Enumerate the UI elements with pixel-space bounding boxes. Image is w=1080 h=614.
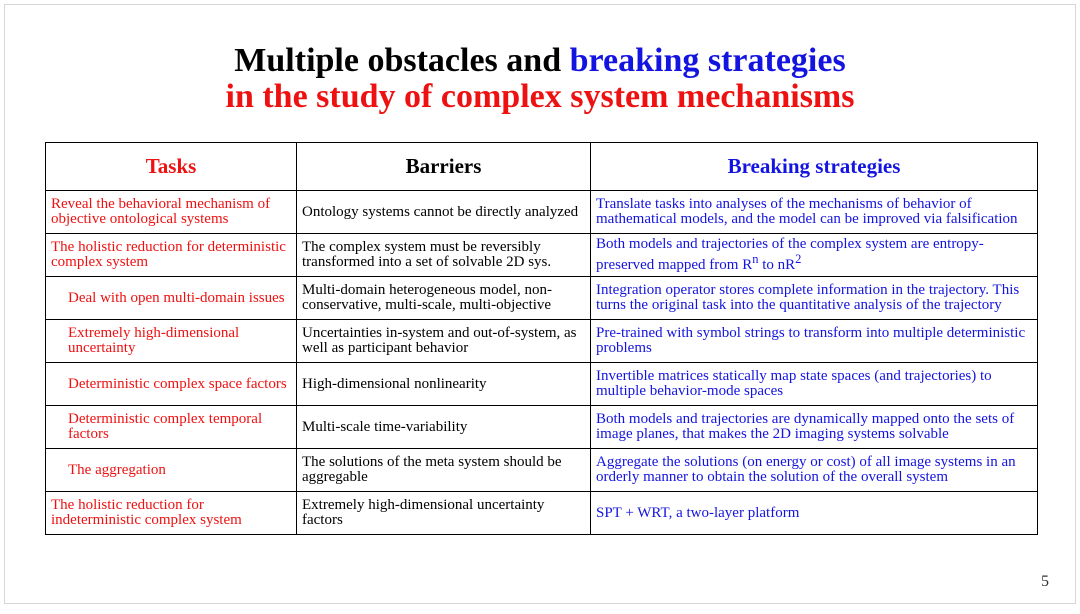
title-line-1 xyxy=(5,43,1075,79)
header-barriers: Barriers xyxy=(297,143,591,191)
table-row xyxy=(46,363,1038,406)
strategy-cell: Translate tasks into analyses of the mechanisms of behavior of mathematical models, and the model can be improved via falsification xyxy=(591,191,1038,234)
strategy-cell: Integration operator stores complete information in the trajectory. This turns the original task into the quantitative analysis of the trajectory xyxy=(591,277,1038,320)
strategy-text: to nR xyxy=(758,257,796,273)
strategies-table xyxy=(45,142,1038,535)
strategy-cell: Invertible matrices statically map state spaces (and trajectories) to multiple behavior-mode spaces xyxy=(591,363,1038,406)
task-cell: The holistic reduction for deterministic complex system xyxy=(46,234,297,277)
slide xyxy=(4,4,1076,604)
barrier-cell: Extremely high-dimensional uncertainty factors xyxy=(297,492,591,535)
barrier-cell: The solutions of the meta system should be aggregable xyxy=(297,449,591,492)
barrier-cell: High-dimensional nonlinearity xyxy=(297,363,591,406)
title-part-obstacles: Multiple obstacles and xyxy=(234,42,570,79)
table-row xyxy=(46,492,1038,535)
header-strategies: Breaking strategies xyxy=(591,143,1038,191)
table-row xyxy=(46,406,1038,449)
strategy-cell: SPT + WRT, a two-layer platform xyxy=(591,492,1038,535)
strategy-cell: Pre-trained with symbol strings to transform into multiple deterministic problems xyxy=(591,320,1038,363)
task-cell: The aggregation xyxy=(46,449,297,492)
table-row xyxy=(46,234,1038,277)
superscript-2: 2 xyxy=(795,252,802,266)
task-cell: Reveal the behavioral mechanism of objective ontological systems xyxy=(46,191,297,234)
task-cell: Extremely high-dimensional uncertainty xyxy=(46,320,297,363)
task-cell: Deterministic complex space factors xyxy=(46,363,297,406)
barrier-cell: Uncertainties in-system and out-of-system, as well as participant behavior xyxy=(297,320,591,363)
barrier-cell: Multi-domain heterogeneous model, non-conservative, multi-scale, multi-objective xyxy=(297,277,591,320)
barrier-cell: The complex system must be reversibly transformed into a set of solvable 2D sys. xyxy=(297,234,591,277)
table-header-row xyxy=(46,143,1038,191)
task-cell: Deterministic complex temporal factors xyxy=(46,406,297,449)
table-row xyxy=(46,277,1038,320)
table-row xyxy=(46,191,1038,234)
strategy-cell: Aggregate the solutions (on energy or cost) of all image systems in an orderly manner to obtain the solution of the overall system xyxy=(591,449,1038,492)
title-part-strategies: breaking strategies xyxy=(569,42,846,79)
strategy-cell xyxy=(591,234,1038,277)
superscript-n: n xyxy=(752,252,759,266)
strategy-text: Both models and trajectories of the complex system are entropy-preserved mapped from R xyxy=(596,236,984,273)
table-row xyxy=(46,449,1038,492)
barrier-cell: Ontology systems cannot be directly analyzed xyxy=(297,191,591,234)
page-number: 5 xyxy=(1041,573,1049,590)
strategy-cell: Both models and trajectories are dynamically mapped onto the sets of image planes, that makes the 2D imaging systems solvable xyxy=(591,406,1038,449)
header-tasks: Tasks xyxy=(46,143,297,191)
table-row xyxy=(46,320,1038,363)
task-cell: The holistic reduction for indeterministic complex system xyxy=(46,492,297,535)
title-line-2: in the study of complex system mechanisms xyxy=(225,78,855,115)
slide-title xyxy=(5,43,1075,115)
task-cell: Deal with open multi-domain issues xyxy=(46,277,297,320)
barrier-cell: Multi-scale time-variability xyxy=(297,406,591,449)
